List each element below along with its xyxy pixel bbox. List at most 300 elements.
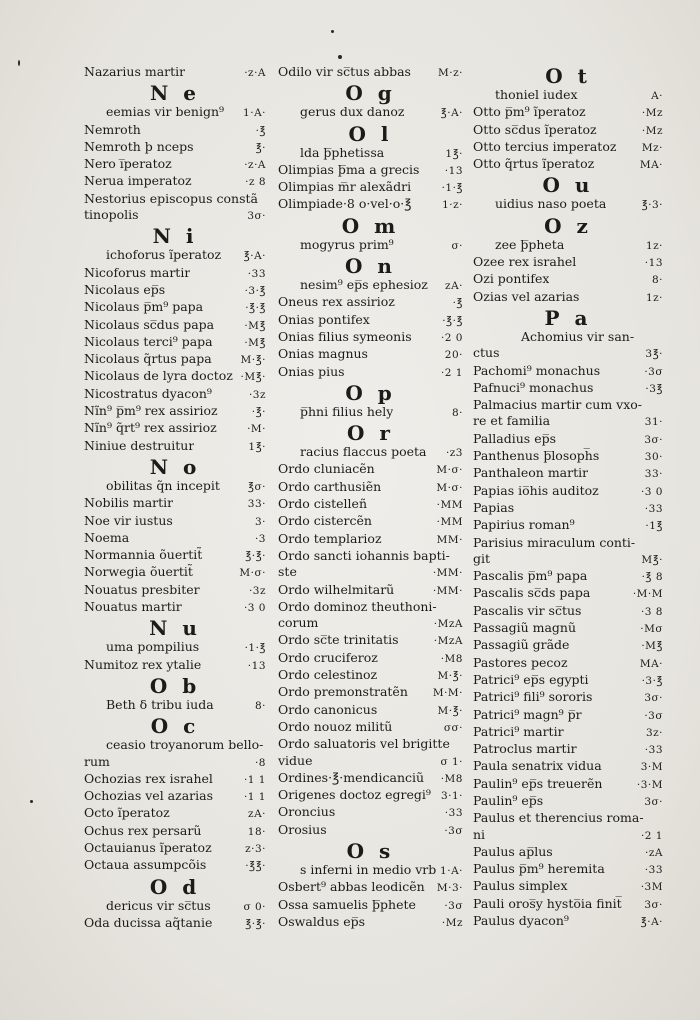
folio-number: ·3·℥	[244, 284, 266, 297]
folio-number: ·M·	[247, 423, 266, 436]
index-entry-text: Otto q̃rtus ĩperatoz	[473, 156, 595, 172]
index-entry-text: Ordo cistelleñ	[278, 496, 368, 512]
index-entry	[84, 898, 266, 915]
ink-speck	[338, 55, 342, 59]
folio-number: ·z·A	[244, 159, 266, 172]
index-entry	[84, 915, 266, 932]
index-entry	[84, 840, 266, 857]
index-entry-continuation: ni	[473, 826, 486, 842]
folio-number: ·℥ 8	[641, 571, 663, 584]
index-entry	[84, 478, 266, 495]
index-entry-text: Pachomi⁹ monachus	[473, 362, 601, 378]
index-entry	[84, 420, 266, 437]
index-column-2	[278, 64, 463, 931]
index-entry	[84, 599, 266, 616]
index-entry-text: Ordo saluatoris vel brigitte	[278, 736, 450, 752]
index-entry	[84, 64, 266, 81]
folio-number: M℥·	[641, 553, 663, 566]
index-entry	[278, 862, 463, 879]
section-heading: O m	[341, 213, 400, 238]
section-heading: O s	[346, 838, 395, 863]
index-entry-text: dericus vir sc̅tus	[106, 897, 211, 913]
index-entry-text: Paulin⁹ ep̅s	[473, 792, 544, 808]
folio-number: 3σ·	[644, 898, 663, 911]
index-entry	[278, 667, 463, 684]
index-entry-text: Nemroth þ nceps	[84, 138, 194, 154]
folio-number: 3σ·	[644, 692, 663, 705]
index-entry-text: Pafnuci⁹ monachus	[473, 379, 594, 395]
index-entry	[84, 564, 266, 581]
folio-number: 33·	[247, 498, 266, 511]
folio-number: σ·	[451, 239, 463, 252]
index-entry	[84, 788, 266, 805]
index-entry	[278, 564, 463, 581]
index-entry	[278, 770, 463, 787]
index-entry-text: Ordo cistercẽn	[278, 513, 372, 529]
index-entry	[473, 603, 663, 620]
index-entry	[473, 363, 663, 380]
index-entry	[278, 277, 463, 294]
folio-number: zA·	[445, 280, 463, 293]
index-entry-text: Normannia õuertit̃	[84, 547, 203, 563]
index-entry-text: Nicolaus ep̅s	[84, 281, 166, 297]
index-entry-text: Ossa samuelis þ̅phete	[278, 896, 416, 912]
index-entry	[473, 196, 663, 213]
folio-number: ·M℥	[244, 319, 266, 332]
index-entry	[278, 329, 463, 346]
index-entry-text: Ochozias rex israhel	[84, 770, 213, 786]
section-heading: N e	[150, 81, 200, 106]
folio-number: Mz·	[641, 141, 663, 154]
index-entry-text: Ordo premonstratẽn	[278, 684, 408, 700]
index-entry-continuation: ste	[278, 564, 297, 580]
index-entry	[278, 145, 463, 162]
folio-number: ·1 1	[243, 791, 266, 804]
folio-number: 3·	[254, 515, 266, 528]
index-entry	[473, 380, 663, 397]
index-entry-text: Nerua imperatoz	[84, 173, 192, 189]
index-entry	[84, 351, 266, 368]
index-entry-text: Paula senatrix vidua	[473, 758, 602, 774]
index-entry	[473, 413, 663, 430]
index-entry	[473, 156, 663, 173]
index-entry-text: Noema	[84, 529, 130, 545]
index-entry-text: Olimpias þ̅ma a grecis	[278, 161, 420, 177]
index-entry-text: Nicolaus terci⁹ papa	[84, 333, 213, 349]
index-entry-text: Oroncius	[278, 804, 336, 820]
index-entry	[278, 531, 463, 548]
section-heading: N u	[149, 616, 201, 641]
folio-number: M·℥·	[437, 704, 463, 717]
index-entry-text: uidius naso poeta	[495, 196, 607, 212]
section-heading: O n	[345, 254, 396, 279]
index-entry-text: Oda ducissa aq̃tanie	[84, 914, 213, 930]
index-entry	[84, 513, 266, 530]
folio-number: 3·M	[640, 761, 663, 774]
index-entry-text: thoniel iudex	[495, 87, 578, 102]
index-entry-text: Olimpias m̅r alexãdri	[278, 179, 412, 195]
index-entry-text: Otto sc̅dus ĩperatoz	[473, 121, 597, 137]
index-entry	[84, 156, 266, 173]
folio-number: A·	[651, 90, 663, 102]
index-entry-text: Otto tercius imperatoz	[473, 138, 617, 154]
folio-number: ·M℥	[244, 336, 266, 349]
index-entry-text: Patrici⁹ magn⁹ p̅r	[473, 706, 582, 722]
folio-number: ℥·℥·	[245, 917, 266, 930]
folio-number: ·1·℥	[441, 182, 463, 195]
index-entry	[278, 804, 463, 821]
index-entry-text: Nicoforus martir	[84, 264, 191, 280]
folio-number: ·3σ	[444, 824, 463, 837]
folio-number: MA·	[639, 657, 663, 670]
folio-number: ·M8	[440, 652, 463, 665]
index-entry	[84, 805, 266, 822]
index-entry	[84, 530, 266, 547]
folio-number: M·σ·	[436, 481, 463, 494]
index-entry	[473, 878, 663, 895]
folio-number: 33·	[644, 468, 663, 481]
index-entry-text: Ordo carthusiẽn	[278, 478, 382, 494]
folio-number: M·M·	[432, 687, 463, 700]
folio-number: 1z·	[645, 291, 663, 304]
folio-number: 8·	[651, 274, 663, 287]
folio-number: ·3σ	[444, 899, 463, 912]
folio-number: ·33	[247, 267, 266, 280]
index-entry-continuation: git	[473, 550, 491, 566]
index-entry	[278, 632, 463, 649]
index-entry-text: Noe vir iustus	[84, 512, 173, 528]
index-entry-text: gerus dux danoz	[300, 104, 405, 120]
index-entry-text: Osbert⁹ abbas leodicẽn	[278, 879, 425, 895]
folio-number: ·3M	[640, 881, 663, 894]
index-entry-text: Oneus rex assirioz	[278, 294, 395, 310]
index-entry-text: Panthaleon martir	[473, 465, 589, 481]
index-entry	[278, 444, 463, 461]
index-entry-text: Oswaldus ep̅s	[278, 913, 366, 929]
index-entry	[84, 754, 266, 771]
folio-number: ·13	[247, 659, 266, 672]
index-entry-text: Octaua assumpcõis	[84, 857, 207, 873]
index-entry-continuation: re et familia	[473, 413, 551, 429]
index-entry-text: Pauli oros̅y hysto̅ia finit̅	[473, 895, 622, 911]
index-entry-text: Ordo canonicus	[278, 701, 378, 717]
folio-number: ·3·℥	[641, 674, 663, 687]
folio-number: σ 0·	[243, 900, 266, 913]
folio-number: ·3 0	[640, 485, 663, 498]
index-entry-text: Paulus dyacon⁹	[473, 913, 569, 929]
index-entry	[473, 793, 663, 810]
index-entry	[473, 585, 663, 602]
index-entry-text: Ozi pontifex	[473, 271, 550, 287]
index-entry-text: Ordo cluniacẽn	[278, 461, 375, 477]
folio-number: ·3 8	[640, 605, 663, 618]
index-entry	[84, 334, 266, 351]
index-entry	[278, 312, 463, 329]
index-entry	[473, 896, 663, 913]
index-entry	[473, 517, 663, 534]
index-entry-text: Nero i̅peratoz	[84, 156, 172, 172]
index-entry-text: Nicolaus sc̅dus papa	[84, 316, 215, 332]
folio-number: 1·A·	[440, 864, 463, 877]
index-entry	[84, 139, 266, 156]
folio-number: ·Mσ	[640, 623, 663, 636]
index-entry-text: Palmacius martir cum vxo‐	[473, 397, 643, 413]
index-entry	[278, 364, 463, 381]
index-entry	[473, 254, 663, 271]
ink-speck	[331, 30, 334, 33]
folio-number: ·3	[254, 532, 266, 545]
section-heading: O t	[545, 64, 591, 88]
index-entry	[278, 719, 463, 736]
index-entry	[278, 702, 463, 719]
index-entry	[278, 914, 463, 931]
folio-number: ·33	[644, 864, 663, 877]
index-entry	[473, 345, 663, 362]
index-entry-text: Niniue destruitur	[84, 437, 195, 453]
folio-number: ·MzA	[433, 618, 463, 631]
index-entry-text: Pastores pecoz	[473, 654, 568, 670]
index-entry-text: ceasio troyanorum bello‐	[106, 737, 264, 753]
folio-number: ·1·℥	[244, 642, 266, 655]
folio-number: 3z·	[645, 726, 663, 739]
index-entry	[84, 823, 266, 840]
folio-number: 20·	[444, 349, 463, 362]
index-entry-text: Ordines·℥·mendicanciũ	[278, 769, 425, 785]
folio-number: ·zA	[645, 846, 663, 859]
section-heading: O l	[348, 121, 393, 146]
index-entry	[84, 317, 266, 334]
index-entry	[278, 162, 463, 179]
folio-number: 8·	[451, 406, 463, 419]
index-entry-text: Orosius	[278, 821, 327, 837]
folio-number: 3σ·	[644, 433, 663, 446]
index-entry	[473, 672, 663, 689]
index-entry	[473, 465, 663, 482]
index-entry	[84, 247, 266, 264]
index-entry	[84, 547, 266, 564]
index-entry-text: Octo ĩperatoz	[84, 805, 170, 821]
index-entry-text: Paulin⁹ ep̅s treuerẽn	[473, 775, 603, 791]
index-entry	[473, 122, 663, 139]
index-entry	[84, 282, 266, 299]
section-heading: O g	[345, 81, 396, 106]
index-entry-text: Ordo celestinoz	[278, 667, 378, 683]
index-entry-text: Patrici⁹ ep̅s egypti	[473, 671, 589, 687]
folio-number: ℥·A·	[640, 916, 663, 929]
folio-number: σ 1·	[440, 755, 463, 768]
index-entry-text: Patrici⁹ martir	[473, 723, 564, 739]
index-entry-text: Pascalis sc̅ds papa	[473, 585, 591, 601]
folio-number: ·z·A	[244, 67, 266, 79]
index-entry-text: Ordo sancti iohannis bapti‐	[278, 547, 450, 563]
index-entry	[473, 104, 663, 121]
index-entry	[473, 776, 663, 793]
index-entry	[473, 827, 663, 844]
index-entry-continuation: corum	[278, 615, 319, 631]
index-entry	[84, 697, 266, 714]
index-entry-text: Onias pius	[278, 363, 345, 379]
index-entry-text: Nĩn⁹ q̃rt⁹ rex assirioz	[84, 420, 217, 436]
index-entry-text: Achomius vir san‐	[521, 328, 635, 344]
folio-number: ·2 0	[440, 331, 463, 344]
index-entry	[278, 294, 463, 311]
index-entry-text: Paulus p̅m⁹ heremita	[473, 861, 605, 877]
folio-number: M·σ·	[239, 567, 266, 580]
index-entry	[278, 615, 463, 632]
folio-number: ·Mz	[641, 107, 663, 120]
index-entry-continuation: vidue	[278, 752, 313, 768]
folio-number: ·℥	[255, 124, 266, 137]
index-entry	[278, 496, 463, 513]
index-entry-text: lda þ̅phetissa	[300, 144, 385, 160]
index-entry-text: Nicolaus de lyra doctoz	[84, 368, 233, 384]
folio-number: ·Mz	[641, 124, 663, 137]
index-entry	[473, 741, 663, 758]
index-entry	[473, 861, 663, 878]
index-entry-text: racius flaccus poeta	[300, 444, 427, 460]
folio-number: 3·1·	[440, 790, 463, 803]
index-entry-text: Patrici⁹ fili⁹ sororis	[473, 689, 593, 705]
folio-number: z·3·	[245, 842, 266, 855]
index-entry	[473, 271, 663, 288]
index-entry	[84, 495, 266, 512]
index-entry-text: Nouatus presbiter	[84, 581, 200, 597]
folio-number: zA·	[248, 808, 266, 821]
index-entry	[473, 913, 663, 930]
folio-number: ·z3	[445, 447, 463, 460]
folio-number: σσ·	[443, 721, 463, 734]
folio-number: ·3℥	[645, 382, 663, 395]
index-entry	[84, 582, 266, 599]
index-entry-text: Nĩn⁹ p̅m⁹ rex assirioz	[84, 403, 218, 419]
index-entry	[278, 879, 463, 896]
index-entry	[84, 386, 266, 403]
index-entry	[473, 724, 663, 741]
index-entry-text: Nicolaus p̅m⁹ papa	[84, 299, 204, 315]
ink-speck	[18, 60, 20, 66]
index-entry-text: Patroclus martir	[473, 741, 577, 757]
index-entry-continuation: ctus	[473, 345, 500, 361]
index-entry-text: Papias io̅his auditoz	[473, 482, 599, 498]
folio-number: ·33	[444, 807, 463, 820]
index-entry	[473, 620, 663, 637]
folio-number: ·3 0	[243, 602, 266, 615]
index-entry-text: Ordo templarioz	[278, 530, 382, 546]
index-entry-text: s inferni in medio vrb	[300, 861, 437, 877]
index-entry-text: Passagiũ grãde	[473, 637, 570, 653]
index-entry	[473, 483, 663, 500]
folio-number: ·M℥	[641, 640, 663, 653]
folio-number: ·33	[644, 744, 663, 757]
folio-number: 3σ·	[247, 210, 266, 223]
index-entry	[278, 897, 463, 914]
index-entry	[84, 104, 266, 121]
index-entry	[473, 237, 663, 254]
folio-number: ·1℥	[645, 520, 663, 533]
index-entry	[278, 461, 463, 478]
section-heading: O u	[542, 173, 594, 198]
folio-number: 1·A·	[243, 107, 266, 120]
index-entry-text: Nemroth	[84, 121, 141, 137]
index-entry-text: Norwegia õuertit̃	[84, 564, 193, 580]
index-entry-text: Onias magnus	[278, 346, 368, 362]
index-entry	[278, 346, 463, 363]
index-entry	[473, 568, 663, 585]
index-entry-text: Ochozias vel azarias	[84, 788, 214, 804]
folio-number: ·13	[444, 164, 463, 177]
folio-number: ·M8	[440, 772, 463, 785]
index-entry-text: Nicostratus dyacon⁹	[84, 385, 212, 401]
index-entry	[84, 438, 266, 455]
index-entry	[473, 637, 663, 654]
index-entry-text: Panthenus þ̅losoph̅s	[473, 448, 600, 464]
folio-number: ℥·℥·	[245, 550, 266, 563]
folio-number: 8·	[254, 699, 266, 712]
index-entry	[278, 237, 463, 254]
index-entry	[278, 822, 463, 839]
index-entry-text: obilitas q̃n incepit	[106, 477, 220, 493]
folio-number: MA·	[639, 159, 663, 172]
index-entry-text: Ordo nouoz militũ	[278, 718, 393, 734]
folio-number: ·Mz	[441, 916, 463, 929]
index-entry-text: Nestorius episcopus constã	[84, 190, 258, 206]
folio-number: ·3z	[248, 388, 266, 401]
folio-number: 1·z·	[442, 199, 463, 212]
folio-number: ·℥	[452, 297, 463, 310]
folio-number: ℥σ·	[247, 480, 266, 493]
index-entry-text: Numitoz rex ytalie	[84, 656, 202, 672]
folio-number: M·℥·	[437, 670, 463, 683]
index-entry-text: Ordo dominoz theuthoni‐	[278, 598, 437, 614]
folio-number: ·1 1	[243, 773, 266, 786]
index-entry-text: Paulus et therencius roma‐	[473, 810, 644, 826]
index-entry-text: Palladius ep̅s	[473, 430, 557, 446]
index-entry	[84, 639, 266, 656]
folio-number: ·MzA	[433, 635, 463, 648]
folio-number: ·M℥·	[240, 371, 266, 384]
folio-number: 3σ·	[644, 795, 663, 808]
folio-number: ·M·M	[632, 588, 663, 601]
index-entry-text: Passagiũ magnũ	[473, 620, 577, 636]
folio-number: M·℥·	[240, 354, 266, 367]
folio-number: ·3σ	[644, 365, 663, 378]
index-column-1	[84, 64, 266, 932]
index-entry-text: mogyrus prim⁹	[300, 236, 394, 252]
folio-number: ·33	[644, 502, 663, 515]
index-entry	[278, 64, 463, 81]
folio-number: ·℥·℥	[245, 302, 266, 315]
index-entry-text: Paulus ap̅lus	[473, 843, 553, 859]
index-entry	[84, 771, 266, 788]
index-entry-text: Onias filius symeonis	[278, 328, 412, 344]
folio-number: ℥·A·	[440, 107, 463, 120]
index-entry	[473, 448, 663, 465]
index-entry	[473, 707, 663, 724]
index-entry	[473, 844, 663, 861]
index-entry	[473, 87, 663, 104]
index-entry	[473, 655, 663, 672]
section-heading: O c	[150, 714, 200, 739]
folio-number: 1℥·	[445, 147, 463, 160]
index-entry-text: Papirius roman⁹	[473, 517, 575, 533]
index-entry-text: Onias pontifex	[278, 311, 370, 327]
folio-number: 1℥·	[248, 440, 266, 453]
folio-number: M·3·	[436, 882, 463, 895]
section-heading: N o	[149, 454, 201, 479]
ink-speck	[30, 800, 33, 803]
index-entry-text: uma pompilius	[106, 639, 200, 655]
folio-number: ·3·M	[636, 778, 663, 791]
